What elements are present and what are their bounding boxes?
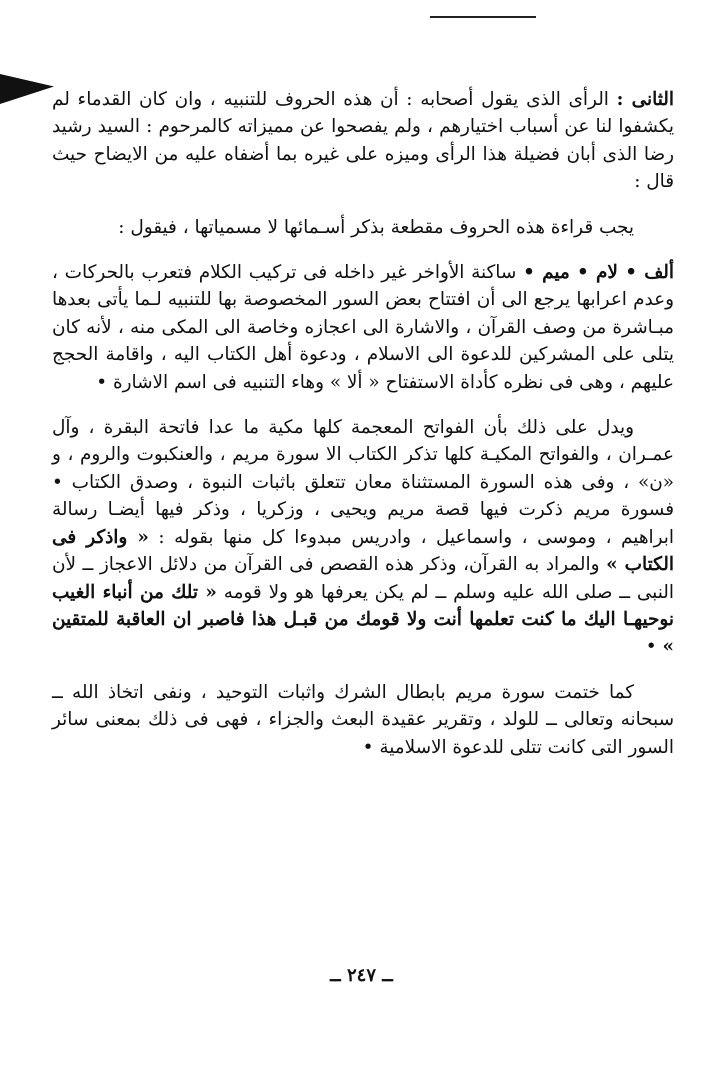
paragraph-3-letters: ألف • لام • ميم • (523, 262, 674, 284)
paragraph-1-label: الثانى : (616, 89, 674, 110)
paragraph-3 (52, 259, 674, 396)
paragraph-4-end: • (645, 636, 657, 658)
page-body (52, 86, 674, 761)
paragraph-5 (52, 679, 674, 761)
top-rule (430, 16, 536, 18)
page-number: ــ ٢٤٧ ــ (330, 965, 393, 986)
corner-mark (0, 34, 54, 104)
paragraph-2 (52, 214, 674, 241)
paragraph-3-text: ساكنة الأواخر غير داخله فى تركيب الكلام فتعرب بالحركات ، وعدم اعرابها يرجع الى أن افتتاح بعض السور المخصوصة بها للتنبيه لـما يأتى بعدها مبـاشرة من وصف القرآن ، والاشارة الى اعجازه وخاصة الى المكى منه ، لأنه كان يتلى على المشركين للدعوة الى الاسلام ، ودعوة أهل الكتاب اليه ، واقامة الحجج عليهم ، وهى فى نظره كأداة الاستفتاح « ألا » وهاء التنبيه فى اسم الاشارة • (52, 262, 674, 393)
paragraph-1-text: الرأى الذى يقول أصحابه : أن هذه الحروف للتنبيه ، وان كان القدماء لم يكشفوا لنا عن أسباب اختيارهم ، ولم يفصحوا عن مميزاته كالمرحوم : السيد رشيد رضا الذى أبان فضيلة هذا الرأى وميزه على غيره بما أضفاه عليه من الايضاح حيث قال : (52, 89, 674, 193)
paragraph-4-quote-2: « تلك من أنباء الغيب نوحيهـا اليك ما كنت تعلمها أنت ولا قومك من قبـل هذا فاصبر ان العاقبة للمتقين » (52, 581, 674, 658)
paragraph-1 (52, 86, 674, 196)
paragraph-4-quote-1: « واذكر فى الكتاب » (52, 526, 674, 576)
paragraph-4 (52, 414, 674, 661)
paragraph-2-text: يجب قراءة هذه الحروف مقطعة بذكر أسـمائها لا مسمياتها ، فيقول : (118, 216, 634, 238)
paragraph-5-text: كما ختمت سورة مريم بابطال الشرك واثبات التوحيد ، ونفى اتخاذ الله ــ سبحانه وتعالى ــ للولد ، وتقرير عقيدة البعث والجزاء ، فهى فى ذلك بمعنى سائر السور التى كانت تتلى للدعوة الاسلامية • (52, 681, 674, 758)
paragraph-4-text-b: والمراد به القرآن، وذكر هذه القصص فى القرآن من دلائل الاعجاز ــ لأن النبى ــ صلى الله عليه وسلم ــ لم يكن يعرفها هو ولا قومه (52, 554, 674, 603)
paragraph-4-text-a: ويدل على ذلك بأن الفواتح المعجمة كلها مكية ما عدا فاتحة البقرة ، وآل عمـران ، والفواتح المكيـة كلها تذكر الكتاب الا سورة مريم ، والعنكبوت والروم ، و «ن» ، وفى هذه السورة المستثناة معان تتعلق باثبات النبوة ، وصدق الكتاب • فسورة مريم ذكرت فيها قصة مريم ويحيى ، وزكريا ، وذكر فيها أيضـا رسالة ابراهيم ، وموسى ، واسماعيل ، وادريس مبدوءا كل منها بقوله : (52, 417, 674, 548)
